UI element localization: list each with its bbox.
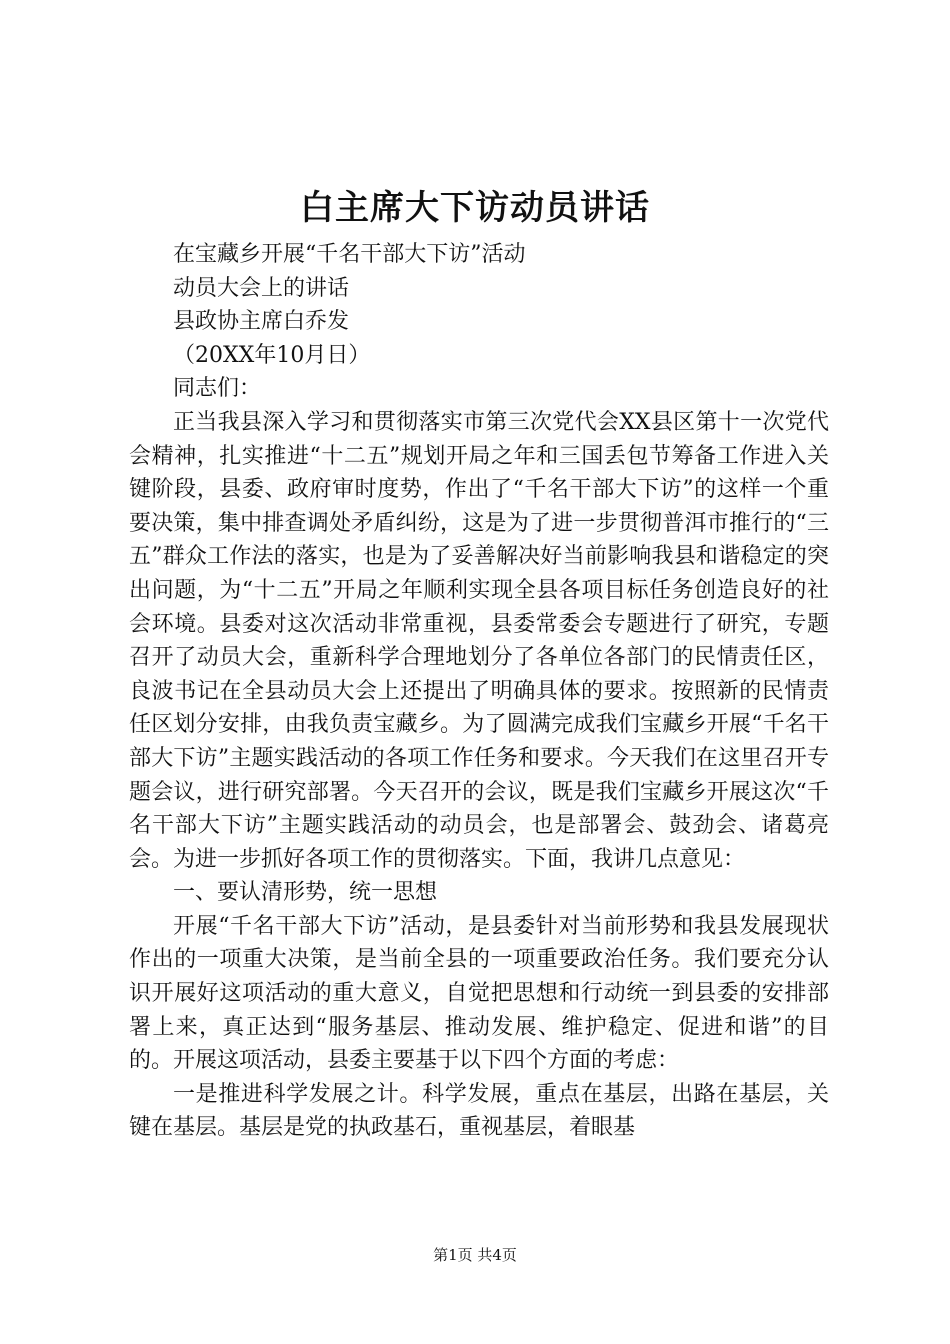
section-heading-1: 一、要认清形势，统一思想 (173, 880, 438, 906)
paragraph-section-1: 开展“千名干部大下访”活动，是县委针对当前形势和我县发展现状作出的一项重大决策，是当前全县的一项重要政治任务。我们要充分认识开展好这项活动的重大意义，自觉把思想和行动统一到县委的安排部署上来，真正达到“服务基层、推动发展、维护稳定、促进和谐”的目的。开展这项活动，县委主要基于以下四个方面的考虑： (129, 913, 829, 1074)
document-title: 白主席大下访动员讲话 (300, 188, 650, 228)
page-footer: 第1页 共4页 (433, 1246, 517, 1264)
header-line-occasion: 动员大会上的讲话 (173, 275, 350, 301)
salutation: 同志们： (173, 376, 262, 402)
paragraph-point-1: 一是推进科学发展之计。科学发展，重点在基层，出路在基层，关键在基层。基层是党的执政基石，重视基层，着眼基 (129, 1081, 829, 1141)
paragraph-intro: 正当我县深入学习和贯彻落实市第三次党代会XX县区第十一次党代会精神，扎实推进“十二五”规划开局之年和三国丢包节筹备工作进入关键阶段，县委、政府审时度势，作出了“千名干部大下访”的这样一个重要决策，集中排查调处矛盾纠纷，这是为了进一步贯彻普洱市推行的“三五”群众工作法的落实，也是为了妥善解决好当前影响我县和谐稳定的突出问题，为“十二五”开局之年顺利实现全县各项目标任务创造良好的社会环境。县委对这次活动非常重视，县委常委会专题进行了研究，专题召开了动员大会，重新科学合理地划分了各单位各部门的民情责任区，良波书记在全县动员大会上还提出了明确具体的要求。按照新的民情责任区划分安排，由我负责宝藏乡。为了圆满完成我们宝藏乡开展“千名干部大下访”主题实践活动的各项工作任务和要求。今天我们在这里召开专题会议，进行研究部署。今天召开的会议，既是我们宝藏乡开展这次“千名干部大下访”主题实践活动的动员会，也是部署会、鼓劲会、诸葛亮会。为进一步抓好各项工作的贯彻落实。下面，我讲几点意见： (129, 409, 829, 872)
header-line-date: （20XX年10月日） (173, 342, 371, 368)
document-body (129, 238, 829, 1145)
header-line-speaker: 县政协主席白乔发 (173, 309, 350, 335)
header-line-venue: 在宝藏乡开展“千名干部大下访”活动 (173, 242, 526, 267)
